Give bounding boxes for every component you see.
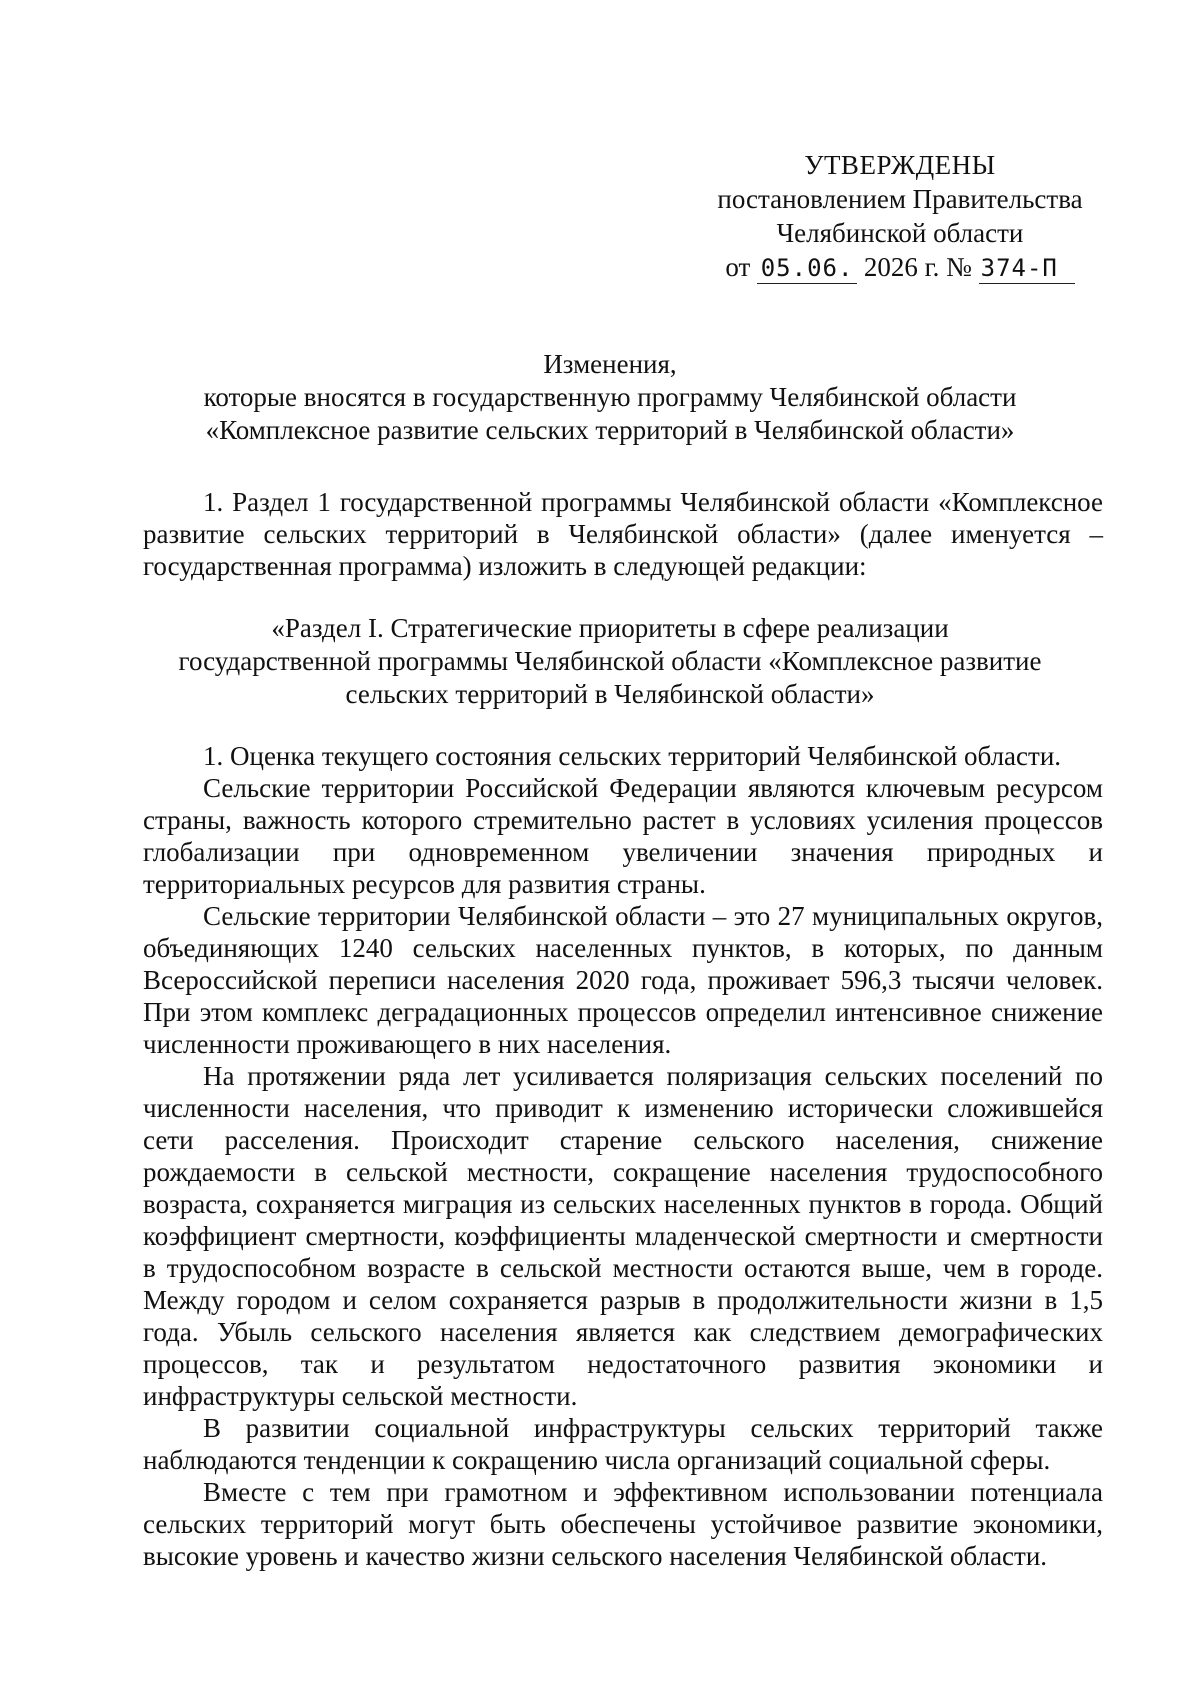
title-line-3: «Комплексное развитие сельских территорий в Челябинской области» (205, 415, 1015, 445)
main-text (143, 740, 1103, 1572)
paragraph: Сельские территории Челябинской области – это 27 муниципальных округов, объединяющих 1240 сельских населенных пунктов, в которых, по данным Всероссийской переписи населения 2020 года, проживает 596,3 тысячи человек. При этом комплекс деградационных процессов определил интенсивное снижение численности проживающего в них населения. (143, 901, 1103, 1059)
approval-line-1: постановлением Правительства (717, 184, 1083, 214)
intro-block (143, 486, 1103, 582)
section-heading-line-2: государственной программы Челябинской области «Комплексное развитие (178, 646, 1042, 676)
paragraph: 1. Оценка текущего состояния сельских территорий Челябинской области. (203, 741, 1062, 771)
paragraph: На протяжении ряда лет усиливается поляризация сельских поселений по численности населения, что приводит к изменению исторически сложившейся сети расселения. Происходит старение сельского населения, снижение рождаемости в сельской местности, сокращение населения трудоспособного возраста, сохраняется миграция из сельских населенных пунктов в города. Общий коэффициент смертности, коэффициенты младенческой смертности и смертности в трудоспособном возрасте в сельской местности остаются выше, чем в городе. Между городом и селом сохраняется разрыв в продолжительности жизни в 1,5 года. Убыль сельского населения является как следствием демографических процессов, так и результатом недостаточного развития экономики и инфраструктуры сельской местности. (143, 1061, 1103, 1411)
paragraph: Вместе с тем при грамотном и эффективном использовании потенциала сельских территорий могут быть обеспечены устойчивое развитие экономики, высокие уровень и качество жизни сельского населения Челябинской области. (143, 1477, 1103, 1571)
document-title (130, 348, 1090, 447)
paragraph: Сельские территории Российской Федерации являются ключевым ресурсом страны, важность которого стремительно растет в условиях усиления процессов глобализации при одновременном увеличении значения природных и территориальных ресурсов для развития страны. (143, 773, 1103, 899)
year-text: 2026 г. № (863, 252, 972, 282)
section-heading-line-1: «Раздел I. Стратегические приоритеты в сфере реализации (271, 613, 949, 643)
date-prefix: от (725, 252, 751, 282)
title-line-2: которые вносятся в государственную программу Челябинской области (203, 382, 1017, 412)
approval-stamp (700, 148, 1100, 284)
title-line-1: Изменения, (543, 349, 677, 379)
intro-paragraph: 1. Раздел 1 государственной программы Челябинской области «Комплексное развитие сельских территорий в Челябинской области» (далее именуется – государственная программа) изложить в следующей редакции: (143, 487, 1103, 581)
approval-heading: УТВЕРЖДЕНЫ (804, 150, 996, 180)
paragraph: В развитии социальной инфраструктуры сельских территорий также наблюдаются тенденции к сокращению числа организаций социальной сферы. (143, 1413, 1103, 1475)
date-field: 05.06. (757, 253, 857, 284)
section-heading-line-3: сельских территорий в Челябинской области» (345, 679, 875, 709)
approval-date-line (700, 250, 1100, 284)
section-heading (160, 612, 1060, 711)
approval-line-2: Челябинской области (776, 218, 1024, 248)
document-number-field: 374-П (979, 253, 1075, 284)
